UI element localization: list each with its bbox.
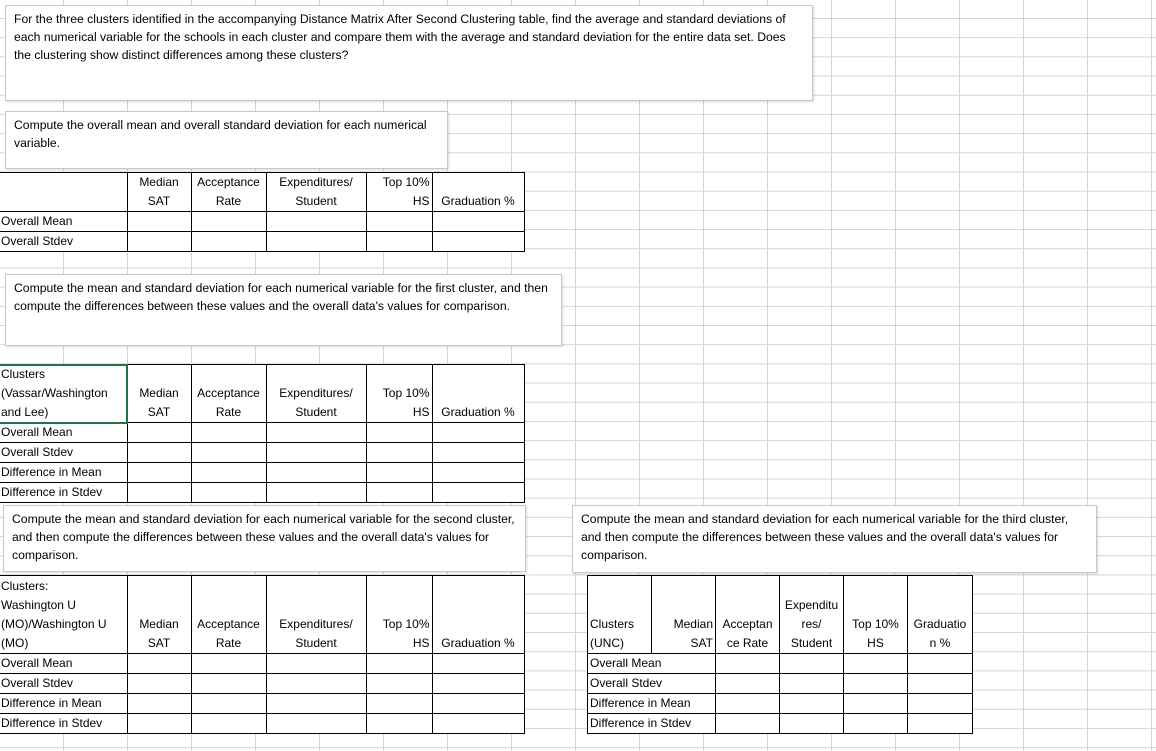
col-graduation[interactable]: Graduatio n % [908,576,973,654]
cell[interactable] [127,714,191,734]
cell[interactable] [844,714,908,734]
cluster3-instruction-text: Compute the mean and standard deviation for each numerical variable for the third cluster, and then compute the differences between these values and the overall data's values for comparison. [581,512,1069,562]
cell[interactable] [366,443,432,463]
cell[interactable] [191,463,266,483]
col-median-sat[interactable]: Median SAT [652,576,716,654]
cluster1-instruction-note [5,274,562,346]
cell[interactable] [127,463,191,483]
cell[interactable] [366,232,432,252]
col-expenditures-student[interactable]: Expenditures/ Student [266,173,366,212]
cell[interactable] [780,654,844,674]
cell[interactable] [266,694,366,714]
cell[interactable] [191,212,266,232]
cell[interactable] [266,212,366,232]
cell[interactable] [191,694,266,714]
overall-instruction-text: Compute the overall mean and overall standard deviation for each numerical variable. [14,118,427,150]
cell[interactable] [127,694,191,714]
cell[interactable] [366,714,432,734]
cell[interactable] [908,714,973,734]
col-median-sat[interactable]: Median SAT [127,173,191,212]
cell[interactable] [432,212,524,232]
cell[interactable] [844,694,908,714]
cell[interactable] [432,714,524,734]
row-difference-in-mean[interactable]: Difference in Mean [588,694,716,714]
cluster3-label[interactable]: Clusters (UNC) [588,576,652,654]
cell[interactable] [432,674,524,694]
cluster2-label[interactable]: Clusters: Washington U (MO)/Washington U (MO) [0,576,127,654]
cell[interactable] [191,423,266,443]
row-overall-mean[interactable]: Overall Mean [0,654,127,674]
cell[interactable] [432,483,524,503]
cell[interactable] [366,423,432,443]
cell[interactable] [432,423,524,443]
cell[interactable] [366,463,432,483]
col-graduation[interactable]: Graduation % [432,365,524,423]
col-expenditures-student[interactable]: Expenditures/ Student [266,576,366,654]
cell[interactable] [716,714,780,734]
row-overall-mean[interactable]: Overall Mean [0,423,127,443]
cell[interactable] [266,232,366,252]
col-acceptance-rate[interactable]: Acceptan ce Rate [716,576,780,654]
row-difference-in-stdev[interactable]: Difference in Stdev [0,483,127,503]
cell[interactable] [432,463,524,483]
cell[interactable] [266,654,366,674]
cell[interactable] [908,654,973,674]
cell[interactable] [191,714,266,734]
cluster2-instruction-note [3,505,526,572]
overall-stats-table [0,172,525,252]
col-median-sat[interactable]: Median SAT [127,576,191,654]
cell[interactable] [127,212,191,232]
cell[interactable] [716,674,780,694]
header-blank[interactable] [0,173,127,212]
cell[interactable] [266,423,366,443]
row-overall-mean[interactable]: Overall Mean [588,654,716,674]
row-overall-stdev[interactable]: Overall Stdev [0,443,127,463]
cell[interactable] [844,674,908,694]
col-top10-hs[interactable]: Top 10% HS [366,365,432,423]
cell[interactable] [844,654,908,674]
cell[interactable] [127,232,191,252]
cell[interactable] [266,463,366,483]
row-overall-stdev[interactable]: Overall Stdev [0,232,127,252]
cell[interactable] [780,694,844,714]
row-difference-in-mean[interactable]: Difference in Mean [0,463,127,483]
cluster1-label[interactable]: Clusters (Vassar/Washington and Lee) [0,365,127,423]
cell[interactable] [266,443,366,463]
cell[interactable] [716,654,780,674]
col-acceptance-rate[interactable]: Acceptance Rate [191,173,266,212]
cell[interactable] [191,443,266,463]
col-expenditures-student[interactable]: Expenditu res/ Student [780,576,844,654]
cell[interactable] [127,423,191,443]
question-note [5,5,813,101]
cell[interactable] [191,674,266,694]
cell[interactable] [432,443,524,463]
col-top10-hs[interactable]: Top 10% HS [366,576,432,654]
cell[interactable] [366,483,432,503]
cell[interactable] [908,694,973,714]
cell[interactable] [780,674,844,694]
cell[interactable] [366,694,432,714]
cell[interactable] [127,483,191,503]
col-acceptance-rate[interactable]: Acceptance Rate [191,576,266,654]
col-top10-hs[interactable]: Top 10% HS [844,576,908,654]
cell[interactable] [716,694,780,714]
cell[interactable] [191,654,266,674]
col-acceptance-rate[interactable]: Acceptance Rate [191,365,266,423]
cell[interactable] [366,654,432,674]
cell[interactable] [780,714,844,734]
cell[interactable] [432,694,524,714]
cluster2-stats-table [0,575,525,734]
cell[interactable] [127,674,191,694]
cell[interactable] [191,232,266,252]
cell[interactable] [127,443,191,463]
cell[interactable] [366,674,432,694]
row-overall-mean[interactable]: Overall Mean [0,212,127,232]
question-text: For the three clusters identified in the accompanying Distance Matrix After Second Clustering table, find the average and standard deviations of each numerical variable for the schools in each cluster and compare them with the average and standard deviation for the entire data set. Does the clustering show distinct differences among these clusters? [14,12,786,62]
cell[interactable] [266,483,366,503]
row-difference-in-stdev[interactable]: Difference in Stdev [588,714,716,734]
cell[interactable] [432,232,524,252]
col-median-sat[interactable]: Median SAT [127,365,191,423]
col-graduation[interactable]: Graduation % [432,576,524,654]
col-expenditures-student[interactable]: Expenditures/ Student [266,365,366,423]
cell[interactable] [127,654,191,674]
cluster3-stats-table [587,575,973,734]
cluster3-instruction-note [572,505,1097,573]
row-difference-in-stdev[interactable]: Difference in Stdev [0,714,127,734]
cell[interactable] [266,674,366,694]
cluster1-instruction-text: Compute the mean and standard deviation for each numerical variable for the first cluster, and then compute the differences between these values and the overall data's values for comparison. [14,281,548,313]
col-top10-hs[interactable]: Top 10% HS [366,173,432,212]
overall-instruction-note [5,111,448,169]
row-overall-stdev[interactable]: Overall Stdev [0,674,127,694]
cell[interactable] [191,483,266,503]
row-overall-stdev[interactable]: Overall Stdev [588,674,716,694]
cluster2-instruction-text: Compute the mean and standard deviation for each numerical variable for the second cluster, and then compute the differences between these values and the overall data's values for comparison. [12,512,515,562]
col-graduation[interactable]: Graduation % [432,173,524,212]
cluster1-stats-table [0,364,525,503]
cell[interactable] [266,714,366,734]
cell[interactable] [366,212,432,232]
row-difference-in-mean[interactable]: Difference in Mean [0,694,127,714]
cell[interactable] [908,674,973,694]
cell[interactable] [432,654,524,674]
